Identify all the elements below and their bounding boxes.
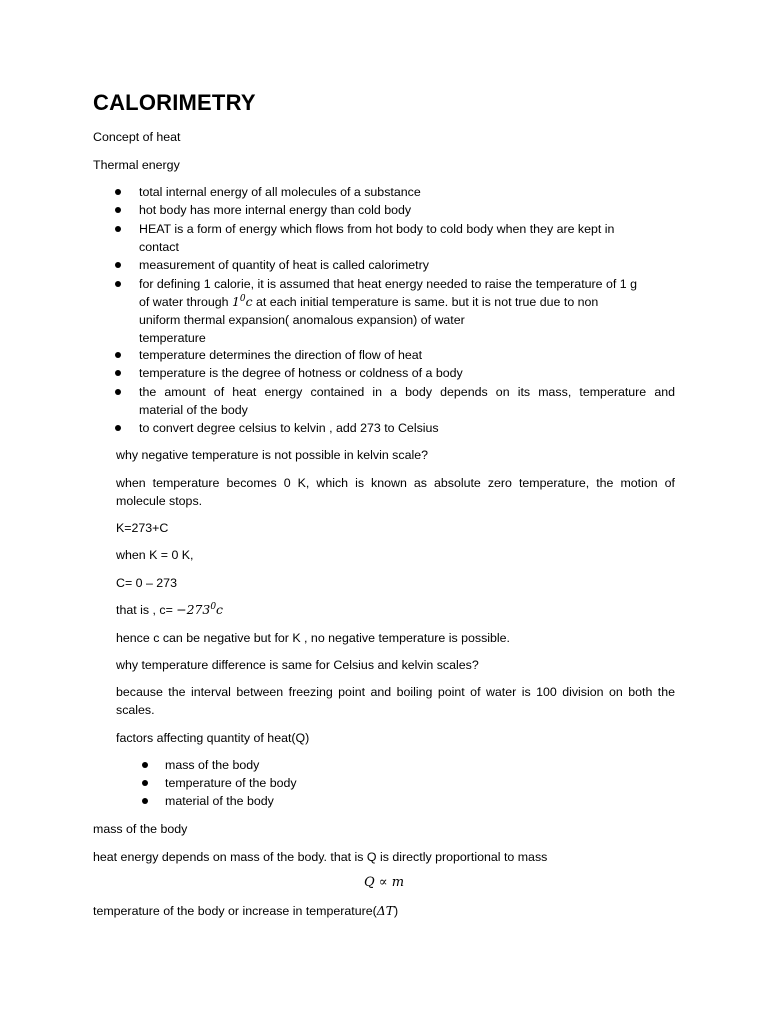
page-title: CALORIMETRY	[93, 90, 256, 115]
mass-text: heat energy depends on mass of the body. that is Q is directly proportional to mass	[93, 850, 548, 864]
list-item: for defining 1 calorie, it is assumed that heat energy needed to raise the temperature of 1 g	[139, 277, 637, 291]
list-item: the amount of heat energy contained in a body depends on its mass, temperature and	[139, 385, 675, 399]
list-item-continuation: uniform thermal expansion( anomalous expansion) of water	[139, 313, 465, 327]
bullet-dot	[115, 226, 121, 232]
question-kelvin: why negative temperature is not possible in kelvin scale?	[116, 448, 428, 462]
list-item: hot body has more internal energy than cold body	[139, 203, 412, 217]
list-item: temperature is the degree of hotness or coldness of a body	[139, 366, 463, 380]
list-item: total internal energy of all molecules of a substance	[139, 185, 421, 199]
proportional-equation: Q ∝ m	[363, 875, 405, 890]
list-item: to convert degree celsius to kelvin , add 273 to Celsius	[139, 421, 439, 435]
question-difference: why temperature difference is same for Celsius and kelvin scales?	[116, 658, 479, 672]
equation-prefix: that is , c=	[116, 603, 177, 617]
equation-when-k: when K = 0 K,	[116, 548, 194, 562]
bullet-dot	[142, 780, 148, 786]
temperature-heading	[93, 902, 398, 920]
list-item: HEAT is a form of energy which flows from hot body to cold body when they are kept in	[139, 222, 615, 236]
hence-statement: hence c can be negative but for K , no negative temperature is possible.	[116, 631, 510, 645]
math-base: 1	[231, 294, 240, 309]
bullet-dot	[115, 262, 121, 268]
list-item-text: at each initial temperature is same. but it is not true due to non	[256, 295, 599, 309]
list-item: measurement of quantity of heat is called calorimetry	[139, 258, 429, 272]
bullet-dot	[115, 370, 121, 376]
list-item-continuation: contact	[139, 240, 179, 254]
equation-c: C= 0 – 273	[116, 576, 177, 590]
minus-273-degree-c	[176, 602, 223, 617]
degree-superscript: 0	[210, 602, 217, 612]
list-item-continuation	[139, 293, 598, 311]
bullet-dot	[115, 425, 121, 431]
mass-heading: mass of the body	[93, 822, 188, 836]
factors-heading: factors affecting quantity of heat(Q)	[116, 731, 310, 745]
list-item-continuation: temperature	[139, 331, 206, 345]
bullet-dot	[115, 281, 121, 287]
bullet-dot	[142, 798, 148, 804]
bullet-dot	[115, 389, 121, 395]
bullet-dot	[115, 189, 121, 195]
concept-heading: Concept of heat	[93, 130, 181, 144]
answer-difference-line: scales.	[116, 703, 155, 717]
unit-c: c	[245, 294, 253, 309]
one-degree-c	[232, 294, 253, 309]
unit-c: c	[216, 602, 223, 617]
equation-k: K=273+C	[116, 521, 169, 535]
list-item: temperature determines the direction of flow of heat	[139, 348, 423, 362]
thermal-heading: Thermal energy	[93, 158, 180, 172]
degree-superscript: 0	[239, 294, 246, 304]
list-item: material of the body	[165, 794, 274, 808]
temperature-heading-text: temperature of the body or increase in temperature(	[93, 904, 377, 918]
answer-kelvin-line: when temperature becomes 0 K, which is known as absolute zero temperature, the motion of	[116, 476, 675, 490]
bullet-dot	[142, 762, 148, 768]
list-item-continuation: material of the body	[139, 403, 248, 417]
water-prefix: of water through	[139, 295, 232, 309]
bullet-dot	[115, 352, 121, 358]
temperature-heading-close: )	[393, 904, 399, 918]
equation-that-is	[116, 601, 223, 619]
list-item: temperature of the body	[165, 776, 297, 790]
math-value: −273	[176, 602, 211, 617]
delta-t: ΔT	[376, 903, 394, 918]
list-item: mass of the body	[165, 758, 260, 772]
answer-kelvin-line: molecule stops.	[116, 494, 203, 508]
bullet-dot	[115, 207, 121, 213]
answer-difference-line: because the interval between freezing point and boiling point of water is 100 division on both the	[116, 685, 675, 699]
